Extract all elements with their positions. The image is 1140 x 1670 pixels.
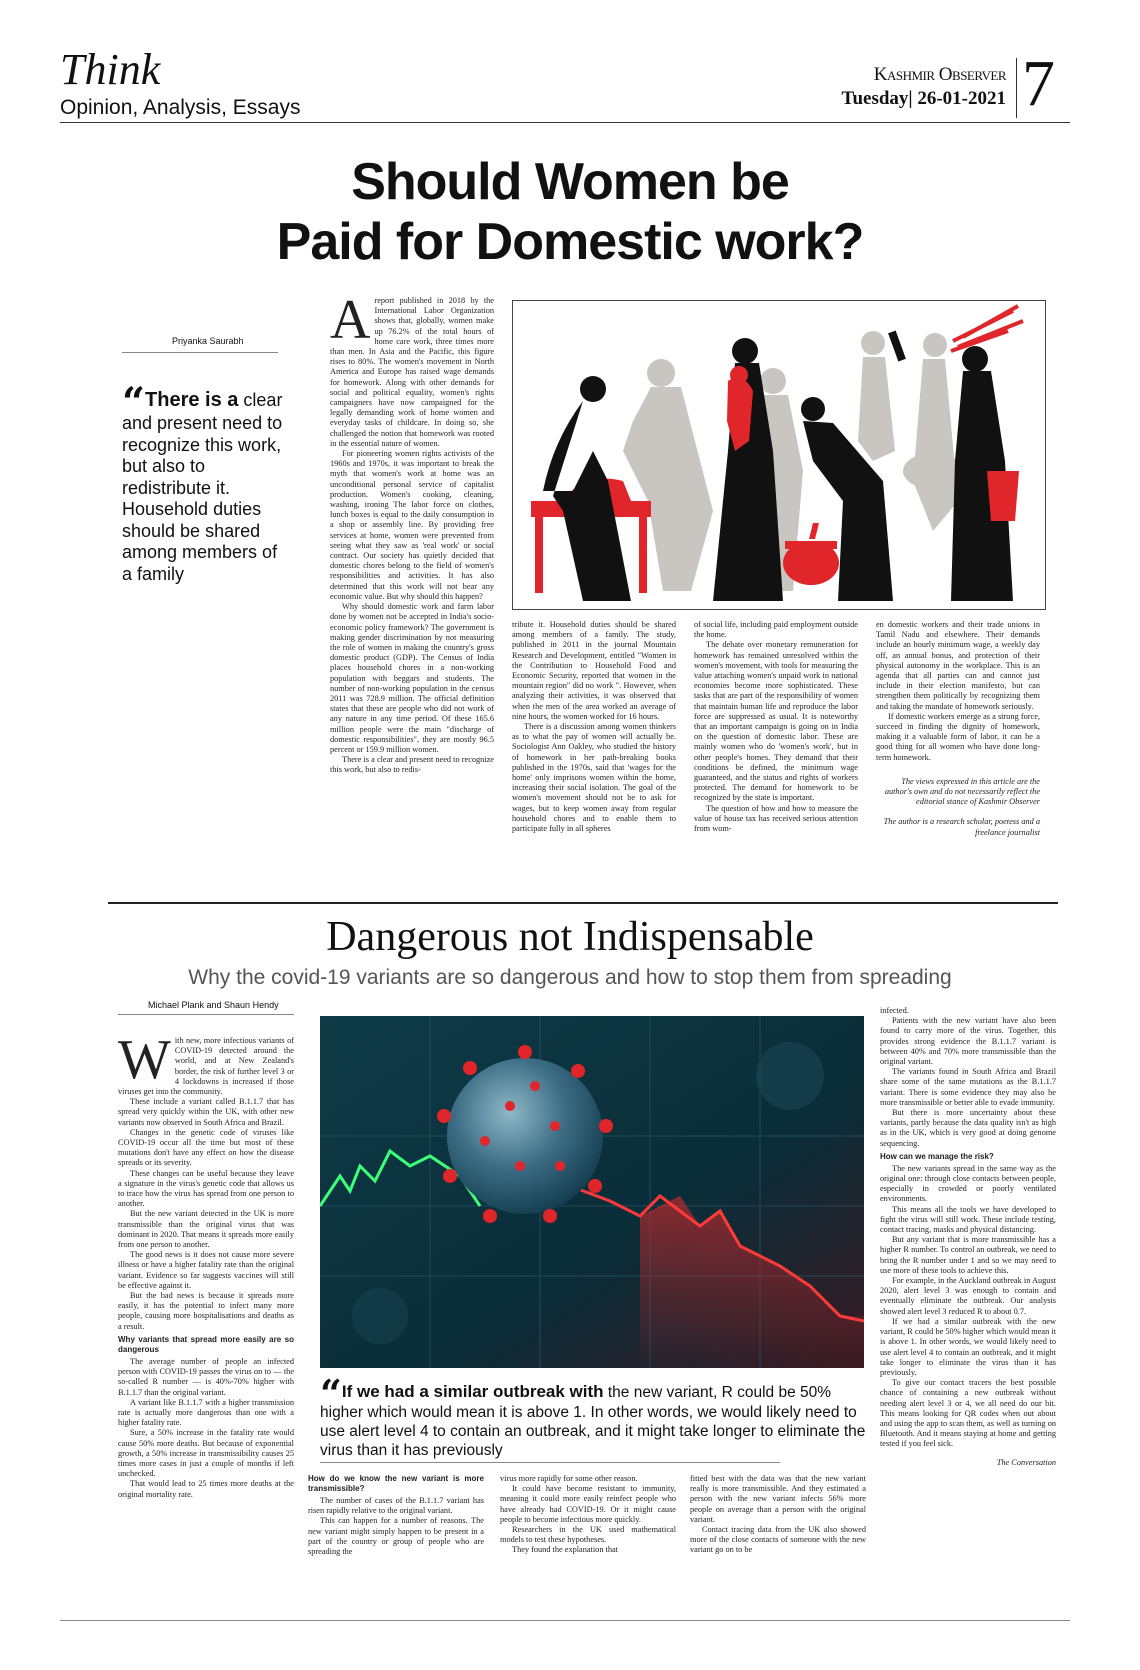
article1-column-3 [694, 620, 858, 834]
article-separator [108, 902, 1058, 904]
paragraph: virus more rapidly for some other reason. [500, 1474, 638, 1483]
paragraph: But any variant that is more transmissible has a higher R number. To control an outbreak, we need to bring the R number under 1 and so we may need to use more of these tools to achieve this. [880, 1235, 1056, 1275]
paragraph: The debate over monetary remuneration for homework has remained unresolved within the women's movement, with tools for measuring the value attaching women's unpaid work in national economies become more sophisticated. These tasks that are part of the responsibility of women that maintain human life and reproduce the labor force are suppressed as usual. It is noteworthy that an important campaign is going on in India on the question of domestic labor. These are mainly women who do 'women's work', but in other people's homes. They demand that their conditions be defined, the minimum wage guaranteed, and the status and rights of workers protected. The demand for homework to be recognized by the state is important. [694, 640, 858, 803]
article2-column-2 [308, 1474, 484, 1557]
headline-line-1: Should Women be [351, 153, 789, 211]
paragraph: ith new, more infectious variants of COVID-19 detected around the world, and at New Zealand's border, the risk of further level 3 or 4 lockdowns is increased if those viruses get into the community. [118, 1036, 294, 1097]
paragraph: This can happen for a number of reasons. The new variant might simply happen to be present in a part of the country or group of people who are spreading the [308, 1516, 484, 1557]
dropcap: W [118, 1029, 171, 1091]
subheading: How do we know the new variant is more transmissible? [308, 1474, 484, 1493]
article2-column-4 [690, 1474, 866, 1556]
pullquote-lead: If we had a similar outbreak with [341, 1382, 604, 1401]
article2-column-3 [500, 1474, 676, 1556]
paragraph: This means all the tools we have developed to fight the virus will still work. These include testing, contact tracing, masks and physical distancing. [880, 1204, 1056, 1235]
article1-headline [0, 152, 1140, 272]
footer-rule [60, 1620, 1070, 1621]
paragraph: It could have become resistant to immunity, meaning it could more easily reinfect people who have already had COVID-19. Or it might cause people to become infectious more quickly. [500, 1484, 676, 1524]
paragraph: But there is more uncertainty about these variants, partly because the data quality isn't as high as in the UK, which is very good at doing genome sequencing. [880, 1108, 1056, 1148]
paragraph: Patients with the new variant have also been found to carry more of the virus. Together, this provides strong evidence the B.1.1.7 variant is between 40% and 70% more transmissible than the original variant. [880, 1016, 1056, 1067]
article2-headline: Dangerous not Indispensable [326, 914, 814, 960]
paragraph: The new variants spread in the same way as the original one: through close contacts between people, especially in crowded or poorly ventilated environments. [880, 1163, 1056, 1204]
paragraph: fitted best with the data was that the new variant really is more transmissible. And they estimated a person with the new variant infects 56% more people on average than a person with the original variant. [690, 1474, 866, 1524]
paragraph: The variants found in South Africa and Brazil share some of the same mutations as the B.1.1.7 variant. There is some evidence they may also be more transmissible or better able to evade immunity. [880, 1067, 1056, 1107]
article1-byline: Priyanka Saurabh [172, 336, 244, 346]
paragraph: Researchers in the UK used mathematical models to test these hypotheses. [500, 1525, 676, 1545]
paragraph: The average number of people an infected person with COVID-19 passes the virus on to — the so-called R number — is 40%-70% higher with B.1.1.7 than the original variant. [118, 1356, 294, 1397]
paragraph: But the bad news is because it spreads more easily, it has the potential to infect many more people, causing more hospitalisations and deaths as a result. [118, 1291, 294, 1331]
paragraph: For example, in the Auckland outbreak in August 2020, alert level 3 was enough to contain and eventually eliminate the outbreak. Our analysis showed alert level 3 reduced R to about 0.7. [880, 1276, 1056, 1316]
paragraph: Contact tracing data from the UK also showed more of the close contacts of someone with the new variant go on to be [690, 1525, 866, 1555]
paragraph: There is a discussion among women thinkers as to what the pay of women will actually be. Sociologist Ann Oakley, who studied the history of homework in her path-breaking books published in the 1970s, said that 'wages for the home' only imprisons women within the home, increasing their social isolation. The goal of the women's movement should not be to ask for wages, but to keep women away from regular household chores and to enable them to participate fully in all spheres [512, 722, 676, 834]
article1-column-1 [330, 289, 494, 776]
disclaimer: The views expressed in this article are the author's own and do not necessarily reflect the editorial stance of Kashmir Observer [884, 776, 1040, 807]
source-credit: The Conversation [996, 1457, 1056, 1467]
paragraph: Why should domestic work and farm labor done by women not be accepted in India's socio-economic policy framework? The government is making gender discrimination by not measuring the role of women in making the country's gross domestic product (GDP). The Census of India places household chores in a non-working population with beggars and students. The number of non-working population in the census 2011 was 728.9 million. The official definition states that these are people who did not work of any nature in any time period. Of these 165.6 million people were the main "discharge of domestic responsibilities", they are mostly 96.5 percent or 159.9 million women. [330, 602, 494, 754]
paragraph: en domestic workers and their trade unions in Tamil Nadu and elsewhere. Their demands include an hourly minimum wage, a weekly day off, an annual bonus, and protection of their physical autonomy in the workplace. This is an agenda that all parties can and cannot just include in their election manifesto, but can strengthen them politically by recognizing them and taking the mandate of homework seriously. [876, 620, 1040, 711]
masthead: Kashmir Observer [873, 64, 1006, 85]
subheading: Why variants that spread more easily are so dangerous [118, 1334, 294, 1354]
paragraph: infected. [880, 1006, 909, 1015]
byline-rule [118, 1014, 294, 1015]
byline-rule [122, 352, 278, 353]
domestic-work-illustration [512, 300, 1046, 610]
paragraph: For pioneering women rights activists of the 1960s and 1970s, it was important to break the myth that women's work at home was an unconditional personal service of capitalist production. Women's cooking, cleaning, washing, ironing The labor force on clothes, lunch boxes is equal to the daily consumption in a shop or assembly line. By providing free services at home, women were prevented from seeing what they saw as 'real work' or social contract. Our society has quietly decided that domestic chores belong to the field of women's responsibilities and activities. It has also determined that this work will not bear any economic value. But why should this happen? [330, 449, 494, 601]
section-subtitle: Opinion, Analysis, Essays [60, 96, 301, 119]
paragraph: The good news is it does not cause more severe illness or have a higher fatality rate than the original variant. Evidence so far suggests vaccines will still be effective against it. [118, 1250, 294, 1290]
paragraph: Sure, a 50% increase in the fatality rate would cause 50% more deaths. But because of exponential growth, a 50% increase in transmissibility causes 25 times more cases in just a couple of months if left unchecked. [118, 1428, 294, 1479]
subheading: How can we manage the risk? [880, 1151, 994, 1161]
paragraph: These changes can be useful because they leave a signature in the virus's genetic code that allows us to trace how the virus has spread from one person to another. [118, 1168, 294, 1209]
headline-line-2: Paid for Domestic work? [276, 213, 864, 271]
dropcap: A [330, 289, 371, 351]
article1-column-4 [876, 620, 1040, 838]
paragraph: If we had a similar outbreak with the new variant, R could be 50% higher which would mean it is above 1. In other words, we would likely need to use alert level 4 to contain an outbreak, and it might take longer to eliminate the virus than it has previously. [880, 1316, 1056, 1377]
covid-virus-image [320, 1016, 864, 1368]
section-title: Think [60, 45, 161, 94]
masthead-divider [1016, 58, 1017, 118]
article1-column-2 [512, 620, 676, 834]
article1-pullquote [122, 379, 290, 585]
quote-mark-icon: “ [122, 379, 146, 426]
pullquote-lead: There is a [145, 389, 239, 411]
page-number: 7 [1022, 47, 1055, 120]
article2-byline: Michael Plank and Shaun Hendy [148, 1000, 279, 1010]
women-silhouettes-image [513, 301, 1045, 609]
issue-date: Tuesday| 26-01-2021 [841, 88, 1006, 109]
paragraph: But the new variant detected in the UK is more transmissible than the original virus that was dominant in 2020. That means it spreads more easily from one person to another. [118, 1209, 294, 1250]
paragraph: A variant like B.1.1.7 with a higher transmission rate is actually more dangerous than one with a higher fatality rate. [118, 1397, 294, 1428]
paragraph: These include a variant called B.1.1.7 that has spread very quickly within the UK, with other new variants now observed in South Africa and Brazil. [118, 1097, 294, 1127]
paragraph: The question of how and how to measure the value of house tax has received serious attention from wom- [694, 803, 858, 834]
paragraph: The number of cases of the B.1.1.7 variant has risen rapidly relative to the original variant. [308, 1496, 484, 1516]
virus-graph-illustration [320, 1016, 864, 1368]
paragraph: There is a clear and present need to recognize this work, but also to redis- [330, 755, 494, 775]
quote-mark-icon: “ [320, 1371, 342, 1416]
article2-column-5 [880, 1006, 1056, 1468]
pullquote-rule [320, 1462, 780, 1463]
article2-subheadline: Why the covid-19 variants are so dangerous and how to stop them from spreading [188, 966, 952, 989]
paragraph: of social life, including paid employment outside the home. [694, 620, 858, 640]
paragraph: tribute it. Household duties should be shared among members of a family. The study, published in 2011 in the journal Mountain Research and Development, entitled "Women in the Contribution to Household Food and Economic Security, reported that women in the mountain region" did no work ". However, when analyzing their activities, it was observed that when the men of the area worked an average of nine hours, the women worked for 16 hours. [512, 620, 676, 721]
pullquote-text: the new variant, R could be 50% higher which would mean it is above 1. In other words, we would likely need to use alert level 4 to contain an outbreak, and it might take longer to eliminate the virus than it has previously [320, 1384, 866, 1459]
article2-column-1 [118, 1029, 294, 1500]
paragraph: report published in 2018 by the International Labor Organization shows that, globally, women make up 76.2% of the total hours of home care work, three times more than men. In Asia and the Pacific, this figure rises to 80%. The women's movement in North America and Europe has raised wage demands for homework. Along with other demands for social and political equality, women's rights campaigners have now campaigned for the legally demanding work of home women and everyday tasks of childcare. In doing so, she challenged the notion that homework was rooted in the essential nature of women. [330, 296, 494, 448]
paragraph: To give our contact tracers the best possible chance of containing a new outbreak without needing alert level 3 or 4, we all need do our bit. This means looking for QR codes when out about and using the app to scan them, as well as turning on Bluetooth. And it means staying at home and getting tested if you feel sick. [880, 1378, 1056, 1449]
header-rule [60, 122, 1070, 123]
article2-pullquote [320, 1371, 868, 1460]
paragraph: If domestic workers emerge as a strong force, succeed in finding the dignity of homework, making it a valuable form of labor, it can be a good thing for all women who have done long-term homework. [876, 711, 1040, 762]
paragraph: That would lead to 25 times more deaths at the original mortality rate. [118, 1479, 294, 1499]
pullquote-text: clear and present need to recognize this work, but also to redistribute it. Household duties should be shared among members of a family [122, 390, 283, 584]
author-note: The author is a research scholar, poetess and a freelance journalist [883, 817, 1040, 837]
paragraph: They found the explanation that [512, 1545, 618, 1555]
paragraph: Changes in the genetic code of viruses like COVID-19 occur all the time but most of these mutations don't have any effect on how the disease spreads or its severity. [118, 1127, 294, 1168]
